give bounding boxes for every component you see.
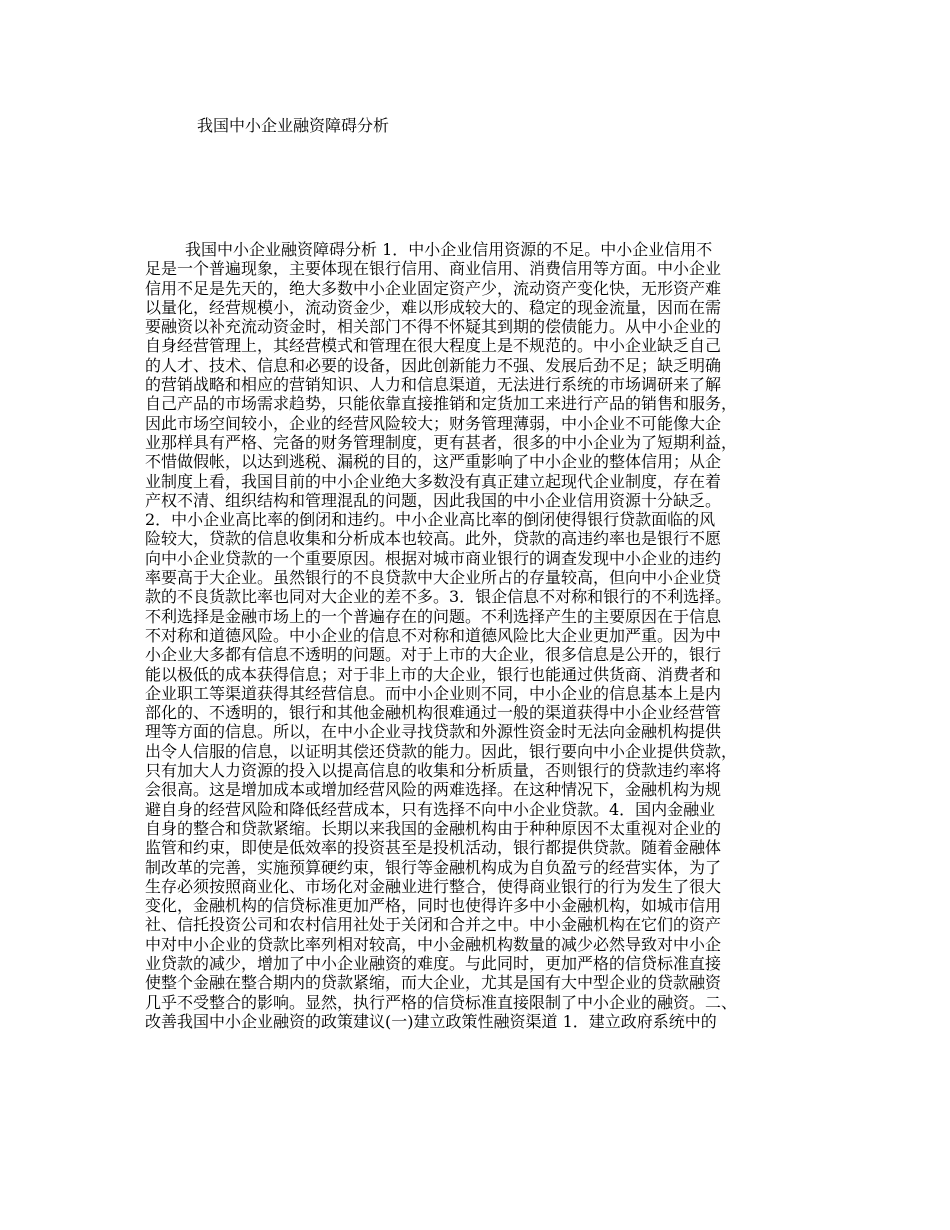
body-line: 使整个金融在整合期内的贷款紧缩，而大企业，尤其是国有大中型企业的贷款融资	[145, 973, 722, 993]
body-line: 中对中小企业的贷款比率列相对较高，中小金融机构数量的减少必然导致对中小企	[145, 934, 722, 954]
body-line: 业制度上看，我国目前的中小企业绝大多数没有真正建立起现代企业制度，存在着	[145, 471, 722, 491]
body-line: 业贷款的减少，增加了中小企业融资的难度。与此同时，更加严格的信贷标准直接	[145, 953, 722, 973]
body-line: 足是一个普遍现象，主要体现在银行信用、商业信用、消费信用等方面。中小企业	[145, 259, 722, 279]
body-line: 制改革的完善，实施预算硬约束，银行等金融机构成为自负盈亏的经营实体，为了	[145, 857, 722, 877]
body-line: 变化，金融机构的信贷标准更加严格，同时也使得许多中小金融机构，如城市信用	[145, 896, 722, 916]
body-line: 避自身的经营风险和降低经营成本，只有选择不向中小企业贷款。4．国内金融业	[145, 799, 716, 819]
document-title: 我国中小企业融资障碍分析	[197, 116, 390, 135]
body-line: 款的不良货款比率也同对大企业的差不多。3．银企信息不对称和银行的不利选择。	[145, 587, 732, 607]
body-line: 信用不足是先天的，绝大多数中小企业固定资产少，流动资产变化快，无形资产难	[145, 278, 722, 298]
body-line: 能以极低的成本获得信息；对于非上市的大企业，银行也能通过供货商、消费者和	[145, 664, 722, 684]
body-line: 小企业大多都有信息不透明的问题。对于上市的大企业，很多信息是公开的，银行	[145, 645, 722, 665]
body-line: 只有加大人力资源的投入以提高信息的收集和分析质量，否则银行的贷款违约率将	[145, 761, 722, 781]
body-line: 要融资以补充流动资金时，相关部门不得不怀疑其到期的偿债能力。从中小企业的	[145, 317, 722, 337]
body-line: 的营销战略和相应的营销知识、人力和信息渠道，无法进行系统的市场调研来了解	[145, 375, 722, 395]
body-line: 业那样具有严格、完备的财务管理制度，更有甚者，很多的中小企业为了短期利益，	[145, 432, 738, 452]
body-line: 我国中小企业融资障碍分析 1．中小企业信用资源的不足。中小企业信用不	[185, 240, 713, 259]
body-line: 社、信托投资公司和农村信用社处于关闭和合并之中。中小金融机构在它们的资产	[145, 915, 722, 935]
body-line: 产权不清、组织结构和管理混乱的问题，因此我国的中小企业信用资源十分缺乏。	[145, 490, 722, 510]
body-line: 自身经营管理上，其经营模式和管理在很大程度上是不规范的。中小企业缺乏自己	[145, 336, 722, 356]
body-line: 理等方面的信息。所以，在中小企业寻找贷款和外源性资金时无法向金融机构提供	[145, 722, 722, 742]
body-line: 监管和约束，即使是低效率的投资甚至是投机活动，银行都提供贷款。随着金融体	[145, 838, 722, 858]
body-line: 因此市场空间较小，企业的经营风险较大；财务管理薄弱，中小企业不可能像大企	[145, 413, 722, 433]
body-line: 自身的整合和贷款紧缩。长期以来我国的金融机构由于种种原因不太重视对企业的	[145, 818, 722, 838]
body-line: 改善我国中小企业融资的政策建议(一)建立政策性融资渠道 1．建立政府系统中的	[145, 1011, 717, 1031]
body-line: 向中小企业贷款的一个重要原因。根据对城市商业银行的调查发现中小企业的违约	[145, 548, 722, 568]
body-line: 几乎不受整合的影响。显然，执行严格的信贷标准直接限制了中小企业的融资。二、	[145, 992, 738, 1012]
body-line: 企业职工等渠道获得其经营信息。而中小企业则不同，中小企业的信息基本上是内	[145, 683, 722, 703]
document-body	[145, 240, 825, 1031]
body-line: 率要高于大企业。虽然银行的不良贷款中大企业所占的存量较高，但向中小企业贷	[145, 568, 722, 588]
body-line: 不对称和道德风险。中小企业的信息不对称和道德风险比大企业更加严重。因为中	[145, 625, 722, 645]
body-line: 险较大，贷款的信息收集和分析成本也较高。此外，贷款的高违约率也是银行不愿	[145, 529, 722, 549]
body-line: 会很高。这是增加成本或增加经营风险的两难选择。在这种情况下，金融机构为规	[145, 780, 722, 800]
body-line: 不利选择是金融市场上的一个普遍存在的问题。不利选择产生的主要原因在于信息	[145, 606, 722, 626]
body-line: 出令人信服的信息，以证明其偿还贷款的能力。因此，银行要向中小企业提供贷款，	[145, 741, 738, 761]
body-line: 部化的、不透明的，银行和其他金融机构很难通过一般的渠道获得中小企业经营管	[145, 703, 722, 723]
body-line: 生存必须按照商业化、市场化对金融业进行整合，使得商业银行的行为发生了很大	[145, 876, 722, 896]
body-line: 以量化，经营规模小，流动资金少，难以形成较大的、稳定的现金流量，因而在需	[145, 297, 722, 317]
body-line: 不惜做假帐，以达到逃税、漏税的目的，这严重影响了中小企业的整体信用；从企	[145, 452, 722, 472]
body-line: 自己产品的市场需求趋势，只能依靠直接推销和定货加工来进行产品的销售和服务，	[145, 394, 738, 414]
body-line: 2．中小企业高比率的倒闭和违约。中小企业高比率的倒闭使得银行贷款面临的风	[145, 510, 716, 530]
body-line: 的人才、技术、信息和必要的设备，因此创新能力不强、发展后劲不足；缺乏明确	[145, 355, 722, 375]
